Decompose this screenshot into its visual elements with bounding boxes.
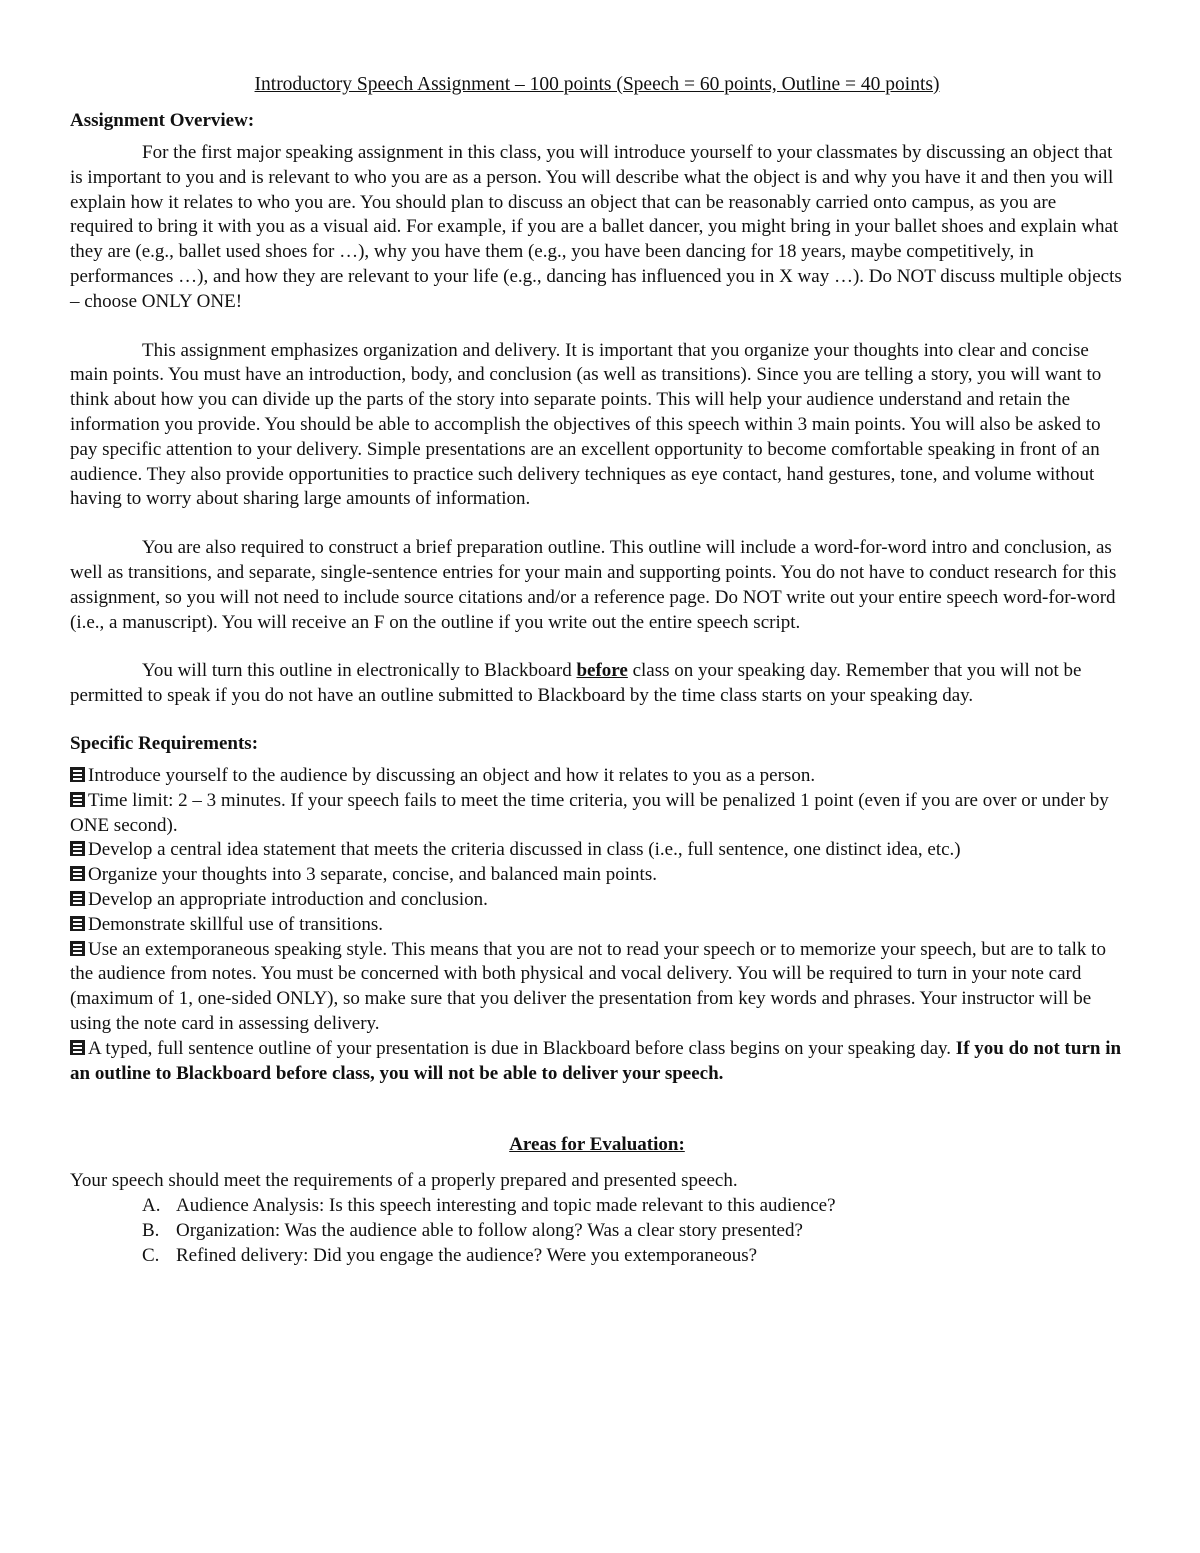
requirement-text: Organize your thoughts into 3 separate, concise, and balanced main points. bbox=[88, 864, 657, 886]
requirement-text: Develop a central idea statement that meets the criteria discussed in class (i.e., full sentence, one distinct idea, etc.) bbox=[88, 839, 961, 861]
bullet-box-icon bbox=[70, 866, 85, 881]
requirement-text: Develop an appropriate introduction and conclusion. bbox=[88, 888, 488, 910]
evaluation-letter: C. bbox=[142, 1244, 160, 1266]
evaluation-item bbox=[70, 1219, 1124, 1244]
evaluation-text: Refined delivery: Did you engage the audience? Were you extemporaneous? bbox=[176, 1244, 758, 1266]
overview-paragraph-1: For the first major speaking assignment in this class, you will introduce yourself to your classmates by discussing an object that is important to you and is relevant to who you are as a person. You will describe what the object is and why you have it and then you will explain how it relates to who you are. You should plan to discuss an object that can be reasonably carried onto campus, as you are required to bring it with you as a visual aid. For example, if you are a ballet dancer, you might bring in your ballet shoes and explain what they are (e.g., ballet used shoes for …), why you have them (e.g., you have been dancing for 18 years, maybe competitively, in performances …), and how they are relevant to your life (e.g., dancing has influenced you in X way …). Do NOT discuss multiple objects – choose ONLY ONE! bbox=[70, 142, 1122, 312]
bullet-box-icon bbox=[70, 792, 85, 807]
evaluation-text: Organization: Was the audience able to follow along? Was a clear story presented? bbox=[176, 1219, 803, 1241]
bullet-box-icon bbox=[70, 1040, 85, 1055]
overview-paragraph-4 bbox=[70, 659, 1124, 709]
requirement-text: Demonstrate skillful use of transitions. bbox=[88, 913, 383, 935]
evaluation-list bbox=[70, 1194, 1124, 1268]
requirements-heading: Specific Requirements: bbox=[70, 732, 259, 754]
page-title: Introductory Speech Assignment – 100 points (Speech = 60 points, Outline = 40 points) bbox=[254, 74, 940, 95]
requirement-item bbox=[70, 789, 1124, 839]
requirement-item bbox=[70, 764, 1124, 789]
requirement-warning: If you do not turn in an outline to Blackboard before class, you will not be able to deliver your speech. bbox=[70, 1037, 1122, 1084]
requirement-item bbox=[70, 888, 1124, 913]
evaluation-text: Audience Analysis: Is this speech interesting and topic made relevant to this audience? bbox=[176, 1195, 836, 1217]
evaluation-letter: B. bbox=[142, 1219, 160, 1241]
p4-text-after: class on your speaking day. Remember that you will not be permitted to speak if you do not have an outline submitted to Blackboard by the time class starts on your speaking day. bbox=[70, 660, 1082, 707]
evaluation-intro: Your speech should meet the requirements of a properly prepared and presented speech. bbox=[70, 1170, 738, 1192]
evaluation-item bbox=[70, 1244, 1124, 1269]
evaluation-letter: A. bbox=[142, 1195, 161, 1217]
bullet-box-icon bbox=[70, 916, 85, 931]
bullet-box-icon bbox=[70, 767, 85, 782]
overview-paragraph-3: You are also required to construct a brief preparation outline. This outline will include a word-for-word intro and conclusion, as well as transitions, and separate, single-sentence entries for your main and supporting points. You do not have to conduct research for this assignment, so you will not need to include source citations and/or a reference page. Do NOT write out your entire speech word-for-word (i.e., a manuscript). You will receive an F on the outline if you write out the entire speech script. bbox=[70, 537, 1117, 633]
overview-heading: Assignment Overview: bbox=[70, 110, 255, 131]
requirement-item bbox=[70, 838, 1124, 863]
overview-paragraph-2: This assignment emphasizes organization and delivery. It is important that you organize your thoughts into clear and concise main points. You must have an introduction, body, and conclusion (as well as transitions). Since you are telling a story, you will want to think about how you can divide up the parts of the story into separate points. This will help your audience understand and retain the information you provide. You should be able to accomplish the objectives of this speech within 3 main points. You will also be asked to pay specific attention to your delivery. Simple presentations are an excellent opportunity to become comfortable speaking in front of an audience. They also provide opportunities to practice such delivery techniques as eye contact, hand gestures, tone, and volume without having to worry about sharing large amounts of information. bbox=[70, 339, 1102, 510]
evaluation-item bbox=[70, 1194, 1124, 1219]
requirement-text: Use an extemporaneous speaking style. This means that you are not to read your speech or to memorize your speech, but are to talk to the audience from notes. You must be concerned with both physical and vocal delivery. You will be required to turn in your note card (maximum of 1, one-sided ONLY), so make sure that you deliver the presentation from key words and phrases. Your instructor will be using the note card in assessing delivery. bbox=[70, 938, 1106, 1034]
bullet-box-icon bbox=[70, 891, 85, 906]
requirement-text: A typed, full sentence outline of your presentation is due in Blackboard before class begins on your speaking day. bbox=[88, 1037, 956, 1059]
p4-text-before: You will turn this outline in electronically to Blackboard bbox=[142, 660, 577, 682]
p4-emphasis: before bbox=[576, 660, 628, 682]
bullet-box-icon bbox=[70, 841, 85, 856]
requirement-text: Introduce yourself to the audience by discussing an object and how it relates to you as a person. bbox=[88, 764, 816, 786]
requirement-item bbox=[70, 913, 1124, 938]
requirement-text: Time limit: 2 – 3 minutes. If your speech fails to meet the time criteria, you will be penalized 1 point (even if you are over or under by ONE second). bbox=[70, 789, 1109, 836]
bullet-box-icon bbox=[70, 941, 85, 956]
requirement-item bbox=[70, 938, 1124, 1037]
requirement-item bbox=[70, 1037, 1124, 1087]
requirements-list bbox=[70, 764, 1124, 1086]
requirement-item bbox=[70, 863, 1124, 888]
evaluation-heading: Areas for Evaluation: bbox=[509, 1134, 685, 1156]
